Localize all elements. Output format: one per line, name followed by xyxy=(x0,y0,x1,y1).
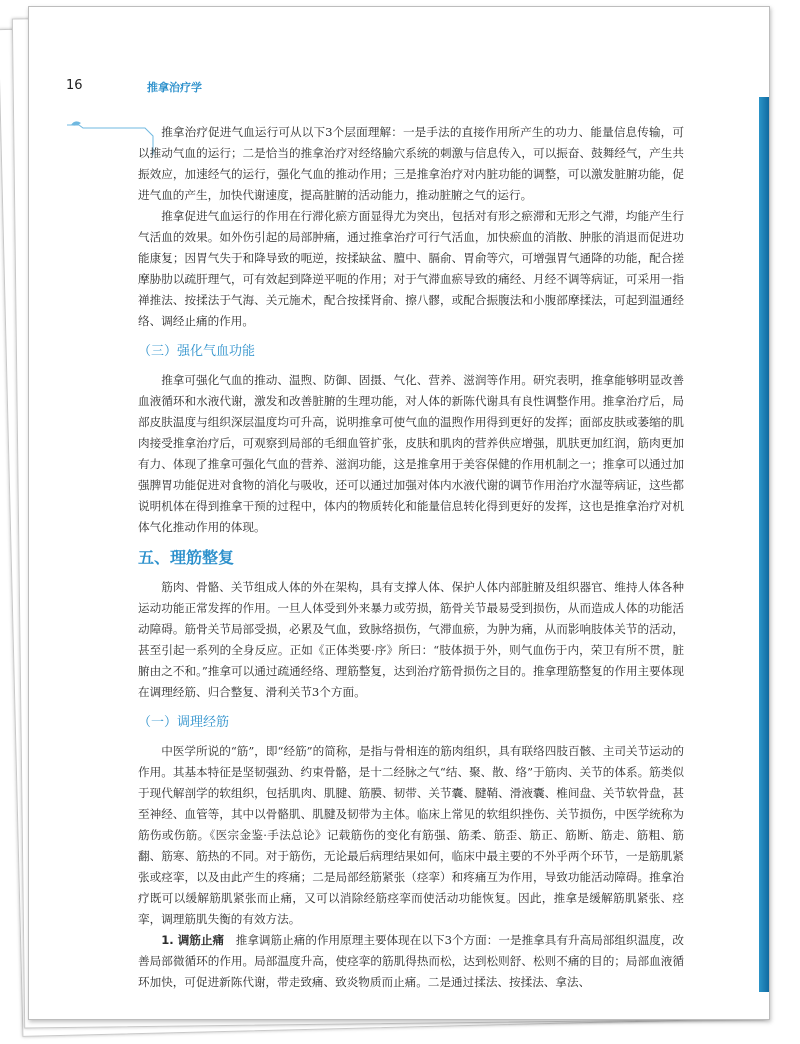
subsection-heading: （一）调理经筋 xyxy=(138,715,230,730)
paragraph: 推拿治疗促进气血运行可从以下3个层面理解：一是手法的直接作用所产生的功力、能量信息传输，可以推动气血的运行；二是恰当的推拿治疗对经络腧穴系统的刺激与信息传入，可以振奋、鼓舞经气，产生共振效应，加速经气的运行，强化气血的推动作用；三是推拿治疗对内脏功能的调整，可以激发脏腑功能，促进气血的产生，加快代谢速度，提高脏腑的活动能力，推动脏腑之气的运行。 xyxy=(138,125,684,202)
paragraph: 中医学所说的“筋”，即“经筋”的简称，是指与骨相连的筋肉组织，具有联络四肢百骸、主司关节运动的作用。其基本特征是坚韧强劲、约束骨骼，是十二经脉之气“结、聚、散、络”于筋肉、关节的体系。筋类似于现代解剖学的软组织，包括肌肉、肌腱、筋膜、韧带、关节囊、腱鞘、滑液囊、椎间盘、关节软骨盘，甚至神经、血管等，其中以骨骼肌、肌腱及韧带为主体。临床上常见的软组织挫伤、关节损伤，中医学统称为筋伤或伤筋。《医宗金鉴·手法总论》记载筋伤的变化有筋强、筋柔、筋歪、筋正、筋断、筋走、筋粗、筋翻、筋寒、筋热的不同。对于筋伤，无论最后病理结果如何，临床中最主要的不外乎两个环节，一是筋肌紧张或痉挛，以及由此产生的疼痛；二是局部经筋紧张（痉挛）和疼痛互为作用，导致功能活动障碍。推拿治疗既可以缓解筋肌紧张而止痛，又可以消除经筋痉挛而使活动功能恢复。因此，推拿是缓解筋肌紧张、痉挛，调理筋肌失衡的有效方法。 xyxy=(138,744,684,926)
side-color-bar xyxy=(759,97,769,992)
paragraph: 推拿促进气血运行的作用在行滞化瘀方面显得尤为突出，包括对有形之瘀滞和无形之气滞，均能产生行气活血的效果。如外伤引起的局部肿痛，通过推拿治疗可行气活血，加快瘀血的消散、肿胀的消退而促进功能康复；因胃气失于和降导致的呃逆，按揉缺盆、膻中、膈俞、胃俞等穴，可增强胃气通降的功能，配合搓摩胁肋以疏肝理气，可有效起到降逆平呃的作用；对于气滞血瘀导致的痛经、月经不调等病证，可采用一指禅推法、按揉法于气海、关元施术，配合按揉肾俞、擦八髎，或配合振腹法和小腹部摩揉法，可起到温通经络、调经止痛的作用。 xyxy=(138,209,684,328)
page-number: 16 xyxy=(66,78,83,93)
paragraph-text: 推拿调筋止痛的作用原理主要体现在以下3个方面：一是推拿具有升高局部组织温度，改善局部微循环的作用。局部温度升高，使痉挛的筋肌得热而松，达到松则舒、松则不痛的目的；局部血液循环加快，可促进新陈代谢，带走致痛、致炎物质而止痛。二是通过揉法、按揉法、拿法、 xyxy=(138,933,684,989)
page-body xyxy=(138,122,684,993)
subsection-heading: （三）强化气血功能 xyxy=(138,344,256,359)
section-heading: 五、理筋整复 xyxy=(138,548,235,567)
item-label: 1. 调筋止痛 xyxy=(161,933,225,947)
paragraph: 推拿可强化气血的推动、温煦、防御、固摄、气化、营养、滋润等作用。研究表明，推拿能够明显改善血液循环和水液代谢，激发和改善脏腑的生理功能，对人体的新陈代谢具有良性调整作用。推拿治疗后，局部皮肤温度与组织深层温度均可升高，说明推拿可使气血的温煦作用得到更好的发挥；面部皮肤或萎缩的肌肉接受推拿治疗后，可观察到局部的毛细血管扩张，皮肤和肌肉的营养供应增强，肌肤更加红润，筋肉更加有力、体现了推拿可强化气血的营养、滋润功能，这是推拿用于美容保健的作用机制之一；推拿可以通过加强脾胃功能促进对食物的消化与吸收，还可以通过加强对体内水液代谢的调节作用治疗水湿等病证，这些都说明机体在得到推拿干预的过程中，体内的物质转化和能量信息转化得到更好的发挥，这也是推拿治疗对机体气化推动作用的体现。 xyxy=(138,373,684,534)
paragraph: 筋肉、骨骼、关节组成人体的外在架构，具有支撑人体、保护人体内部脏腑及组织器官、维持人体各种运动功能正常发挥的作用。一旦人体受到外来暴力或劳损，筋骨关节最易受到损伤，从而造成人体的功能活动障碍。筋骨关节局部受损，必累及气血，致脉络损伤，气滞血瘀，为肿为痛，从而影响肢体关节的活动，甚至引起一系列的全身反应。正如《正体类要·序》所曰：“肢体损于外，则气血伤于内，荣卫有所不贯，脏腑由之不和。”推拿可以通过疏通经络、理筋整复，达到治疗筋骨损伤之目的。推拿理筋整复的作用主要体现在调理经筋、归合整复、滑利关节3个方面。 xyxy=(138,580,684,699)
book-page xyxy=(28,6,770,1020)
running-title: 推拿治疗学 xyxy=(147,81,202,94)
paragraph xyxy=(138,930,684,993)
